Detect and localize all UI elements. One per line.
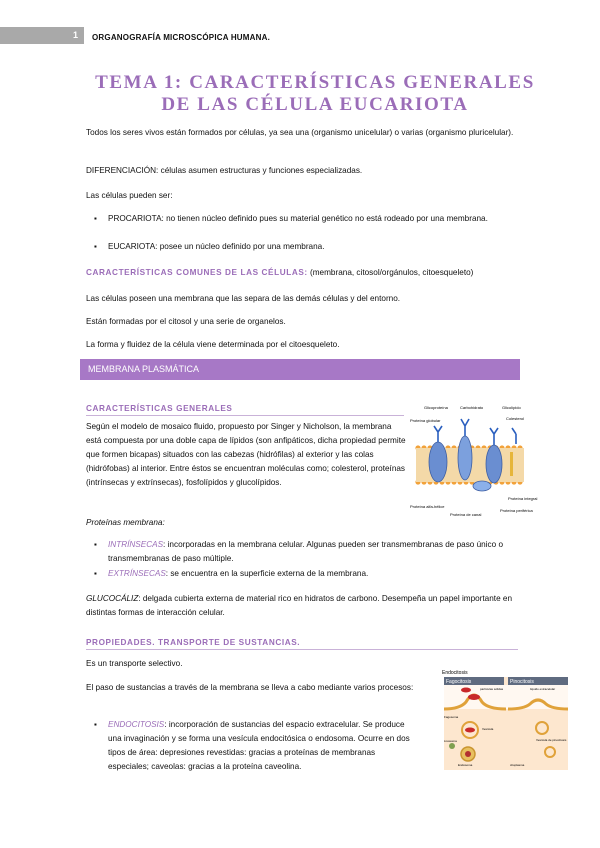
endo-lisosoma: Lisosoma [444, 739, 457, 743]
label-proteina-integral: Proteína integral [508, 496, 538, 501]
bullet-eukaryote: ▪ EUCARIOTA: posee un núcleo definido por una membrana. [108, 240, 513, 254]
section-band [80, 359, 520, 380]
endocytosis-text: : incorporación de sustancias del espacio extracelular. Se produce una invaginación y se forma una vesícula endocitósica o endosoma. Ocurre en dos tipos de área: depresiones revestidas: gracias a proteínas de membranas especiales; caveolas: gracias a la proteína caveolina. [108, 720, 410, 771]
glycocalyx-term: GLUCOCÁLIZ [86, 594, 139, 603]
common-features-heading: CARACTERÍSTICAS COMUNES DE LAS CÉLULAS: [86, 268, 308, 277]
endo-title: Endocitosis [442, 670, 468, 676]
label-proteina-globular: Proteína globular [410, 418, 441, 423]
transport-paragraph-1: Es un transporte selectivo. [86, 659, 183, 668]
label-glicolipido: Glicolípido [502, 405, 521, 410]
intrinsic-term: INTRÍNSECAS [108, 540, 164, 549]
endo-citoplasma: citoplasma [510, 763, 525, 767]
common-features-detail: (membrana, citosol/orgánulos, citoesqueleto) [310, 268, 474, 277]
endocytosis-diagram [440, 668, 572, 777]
endo-pinocitosis: Pinocitosis [510, 679, 534, 685]
common-paragraph-2: Están formadas por el citosol y una serie de organelos. [86, 317, 286, 326]
bullet-intrinsic [108, 538, 513, 566]
label-proteina-periferica: Proteína periférica [500, 508, 533, 513]
endo-endosoma: Endosoma [458, 763, 473, 767]
endocytosis-diagram-svg [440, 668, 572, 772]
document-header-title: ORGANOGRAFÍA MICROSCÓPICA HUMANA. [92, 33, 271, 42]
label-colesterol: Colesterol [506, 416, 525, 421]
membrane-diagram-svg [410, 404, 538, 522]
differentiation-paragraph: DIFERENCIACIÓN: células asumen estructuras y funciones especializadas. [86, 166, 363, 175]
section-band-title: MEMBRANA PLASMÁTICA [88, 364, 200, 374]
proteins-label: Proteínas membrana: [86, 518, 165, 527]
cell-types-intro: Las células pueden ser: [86, 191, 173, 200]
endo-fagosoma: Fagosoma [444, 715, 459, 719]
general-heading: CARACTERÍSTICAS GENERALES [86, 404, 233, 413]
common-paragraph-1: Las células poseen una membrana que las separa de las demás células y del entorno. [86, 294, 401, 303]
intrinsic-text: : incorporadas en la membrana celular. Algunas pueden ser transmembranas de paso único o transmembranas de paso múltiple. [108, 540, 504, 563]
extrinsic-term: EXTRÍNSECAS [108, 569, 166, 578]
label-proteina-alfa-helice: Proteína alfa-hélice [410, 504, 445, 509]
extrinsic-text: : se encuentra en la superficie externa de la membrana. [165, 569, 369, 578]
endo-vesicula: Vesícula [482, 727, 494, 731]
endo-fagocitosis: Fagocitosis [446, 679, 472, 685]
bullet-extrinsic [108, 567, 513, 581]
header-bar [0, 27, 84, 44]
page-title-line-1: TEMA 1: CARACTERÍSTICAS GENERALES [95, 72, 535, 93]
intro-paragraph: Todos los seres vivos están formados por células, ya sea una (organismo unicelular) o varias (organismo pluricelular). [86, 128, 514, 137]
transport-paragraph-2: El paso de sustancias a través de la membrana se lleva a cabo mediante varios procesos: [86, 683, 414, 692]
bullet-prokaryote: ▪ PROCARIOTA: no tienen núcleo definido pues su material genético no está rodeado por una membrana. [108, 212, 513, 226]
label-glicoproteina: Glicoproteína [424, 405, 448, 410]
common-paragraph-3: La forma y fluidez de la célula viene determinada por el citoesqueleto. [86, 340, 340, 349]
membrane-diagram [410, 404, 538, 527]
endo-liquido: líquido extracelular [530, 687, 556, 691]
label-carbohidrato: Carbohidrato [460, 405, 484, 410]
glycocalyx-paragraph [86, 592, 521, 620]
label-proteina-canal: Proteína de canal [450, 512, 482, 517]
bullet-endocytosis [108, 718, 413, 774]
common-features-line [86, 266, 521, 280]
transport-heading-rule [86, 649, 518, 650]
endo-particulas: partículas sólidas [480, 687, 504, 691]
transport-heading: PROPIEDADES. TRANSPORTE DE SUSTANCIAS. [86, 638, 301, 647]
endo-vesicula-pinocitosis: Vesícula de pinocitosis [536, 738, 567, 742]
page-number: 1 [73, 30, 79, 40]
endocytosis-term: ENDOCITOSIS [108, 720, 165, 729]
general-paragraph: Según el modelo de mosaico fluido, propuesto por Singer y Nicholson, la membrana está compuesta por una doble capa de lípidos (son anfipáticos, dicha propiedad permite que formen bicapas) situados con las cabezas (hidrófilas) al exterior y las colas (hidrófobas) al interior. Entre éstos se encuentran moléculas como; colesterol, proteínas (intrínsecas y extrínsecas), fosfolípidos y glucolípidos. [86, 422, 406, 487]
glycocalyx-text: : delgada cubierta externa de material rico en hidratos de carbono. Desempeña un papel importante en distintas formas de interacción celular. [86, 594, 513, 617]
general-heading-rule [86, 415, 404, 416]
page-title-line-2: DE LAS CÉLULA EUCARIOTA [161, 94, 469, 115]
